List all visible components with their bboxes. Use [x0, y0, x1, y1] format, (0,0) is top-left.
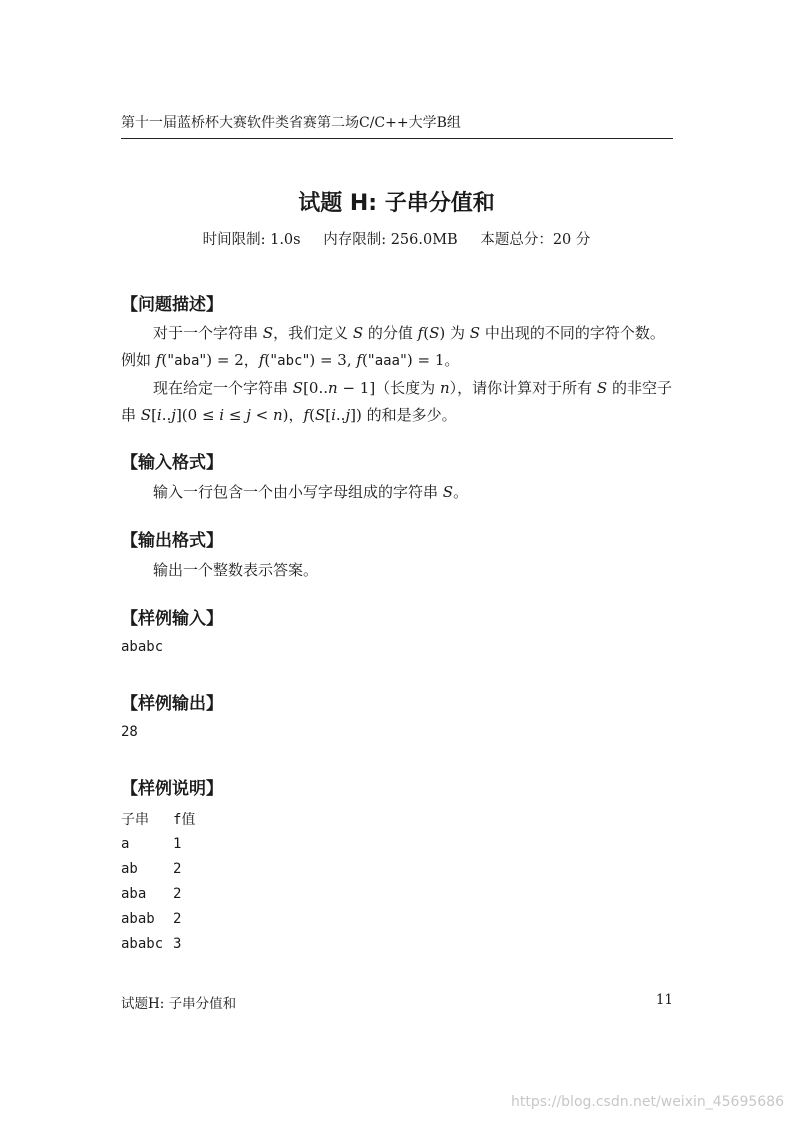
- section-heading-description: 【问题描述】: [121, 295, 223, 315]
- substring-cell: ab: [121, 860, 138, 877]
- substring-cell: aba: [121, 885, 147, 902]
- section-heading-sample-input: 【样例输入】: [121, 609, 223, 629]
- f-value-cell: 2: [173, 885, 182, 902]
- substring-cell: ababc: [121, 935, 164, 952]
- f-value-cell: 2: [173, 910, 182, 927]
- section-heading-sample-explanation: 【样例说明】: [121, 779, 223, 799]
- substring-cell: a: [121, 835, 130, 852]
- time-limit: 时间限制: 1.0s: [202, 232, 301, 248]
- page-header: 第十一届蓝桥杯大赛软件类省赛第二场C/C++大学B组: [121, 112, 673, 139]
- page-number: 11: [655, 992, 673, 1008]
- description-paragraph-2: 现在给定一个字符串 S[0..n − 1]（长度为 n），请你计算对于所有 S 的非空子串 S[i..j](0 ≤ i ≤ j < n)，f(S[i..j]) 的和是多少。: [121, 379, 672, 424]
- table-row: [121, 856, 195, 881]
- footer-title: 试题H: 子串分值和: [121, 996, 237, 1012]
- description-paragraph-1: 对于一个字符串 S，我们定义 S 的分值 f(S) 为 S 中出现的不同的字符个数。例如 f("aba") = 2，f("abc") = 3, f("aaa") = 1。: [121, 324, 665, 369]
- section-heading-sample-output: 【样例输出】: [121, 694, 223, 714]
- problem-title: 试题 H: 子串分值和: [298, 191, 495, 216]
- f-value-cell: 3: [173, 935, 182, 952]
- output-format-text: 输出一个整数表示答案。: [153, 561, 319, 579]
- table-row: [121, 831, 195, 856]
- section-heading-output-format: 【输出格式】: [121, 531, 223, 551]
- column-header-f-value: f值: [173, 811, 196, 828]
- total-score: 本题总分：20 分: [480, 232, 591, 248]
- table-row: [121, 906, 195, 931]
- substring-cell: abab: [121, 910, 155, 927]
- sample-input-code: ababc: [121, 639, 164, 655]
- table-header-row: [121, 806, 195, 831]
- section-heading-input-format: 【输入格式】: [121, 453, 223, 473]
- table-row: [121, 931, 195, 956]
- f-value-cell: 1: [173, 835, 182, 852]
- column-header-substring: 子串: [121, 811, 149, 828]
- sample-output-code: 28: [121, 724, 138, 740]
- f-value-cell: 2: [173, 860, 182, 877]
- substring-value-table: [121, 806, 195, 956]
- limits-line: [0, 228, 793, 249]
- watermark: https://blog.csdn.net/weixin_45695686: [510, 1094, 784, 1110]
- input-format-text: 输入一行包含一个由小写字母组成的字符串 S。: [153, 483, 469, 501]
- table-row: [121, 881, 195, 906]
- memory-limit: 内存限制: 256.0MB: [323, 232, 458, 248]
